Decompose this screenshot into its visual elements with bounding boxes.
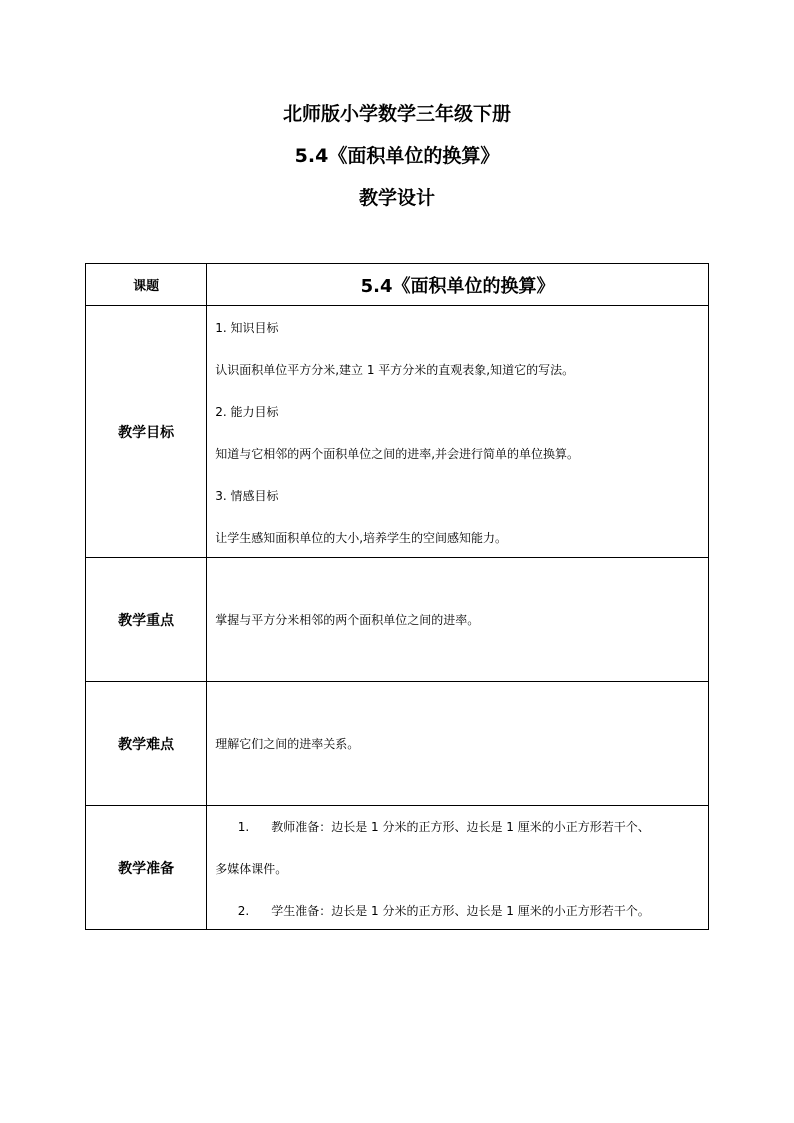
goal-line: 知道与它相邻的两个面积单位之间的进率,并会进行简单的单位换算。 [215, 447, 580, 461]
preparation-item-text: 教师准备：边长是 1 分米的正方形、边长是 1 厘米的小正方形若干个、 [271, 819, 650, 834]
preparation-item [215, 819, 704, 835]
table-row-key-points [86, 558, 709, 682]
table-row-goals [86, 306, 709, 558]
title-line-type: 教学设计 [358, 187, 435, 209]
title-line-book: 北师版小学数学三年级下册 [282, 103, 511, 125]
table-row-topic [86, 264, 709, 306]
goals-content [207, 306, 709, 558]
key-points-content [207, 558, 709, 682]
difficulties-label: 教学难点 [86, 682, 207, 806]
preparation-item-number: 1. [237, 819, 250, 834]
goal-line: 1. 知识目标 [215, 321, 279, 335]
preparation-item-number: 2. [237, 903, 250, 918]
preparation-content [207, 806, 709, 930]
title-line-lesson: 5.4《面积单位的换算》 [294, 145, 500, 167]
goal-line: 3. 情感目标 [215, 489, 279, 503]
topic-title: 5.4《面积单位的换算》 [207, 264, 709, 306]
preparation-item-text: 学生准备：边长是 1 分米的正方形、边长是 1 厘米的小正方形若干个。 [271, 903, 650, 918]
lesson-plan-table [85, 263, 709, 930]
goal-line: 让学生感知面积单位的大小,培养学生的空间感知能力。 [215, 531, 508, 545]
topic-label: 课题 [86, 264, 207, 306]
key-points-text: 掌握与平方分米相邻的两个面积单位之间的进率。 [215, 612, 480, 627]
document-title [0, 103, 794, 229]
goal-line: 2. 能力目标 [215, 405, 279, 419]
table-row-difficulties [86, 682, 709, 806]
difficulties-text: 理解它们之间的进率关系。 [215, 736, 360, 751]
goals-label: 教学目标 [86, 306, 207, 558]
table-row-preparation [86, 806, 709, 930]
goal-line: 认识面积单位平方分米,建立 1 平方分米的直观表象,知道它的写法。 [215, 363, 575, 377]
preparation-item [215, 903, 704, 919]
preparation-label: 教学准备 [86, 806, 207, 930]
key-points-label: 教学重点 [86, 558, 207, 682]
preparation-item-continuation: 多媒体课件。 [215, 861, 288, 876]
difficulties-content [207, 682, 709, 806]
